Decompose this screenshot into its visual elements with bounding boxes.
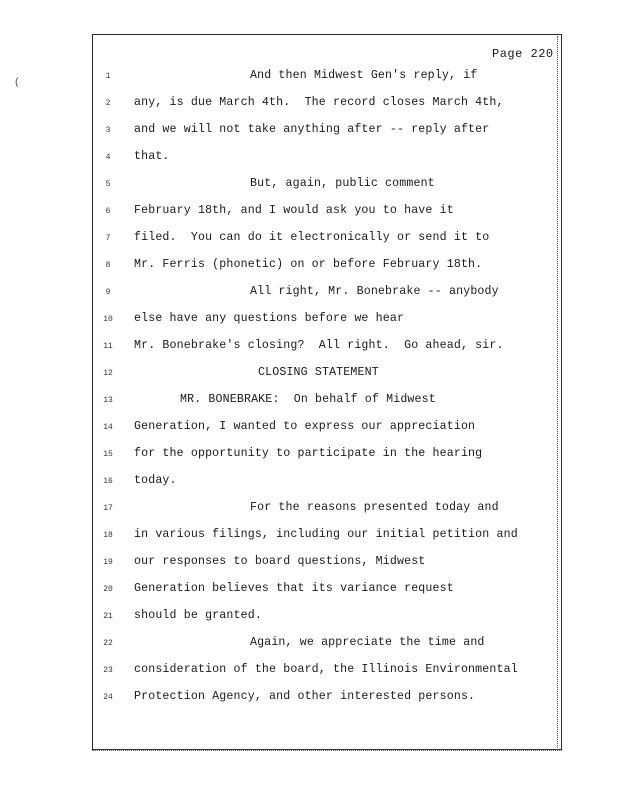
transcript-line: All right, Mr. Bonebrake -- anybody bbox=[250, 285, 499, 298]
transcript-line: in various filings, including our initial petition and bbox=[134, 528, 518, 541]
transcript-line: should be granted. bbox=[134, 609, 262, 622]
line-number: 3 bbox=[105, 126, 111, 135]
transcript-line: our responses to board questions, Midwest bbox=[134, 555, 426, 568]
scan-edge-right bbox=[557, 36, 563, 750]
line-number: 7 bbox=[105, 234, 111, 243]
line-number: 5 bbox=[105, 180, 111, 189]
transcript-line: today. bbox=[134, 474, 177, 487]
line-number: 4 bbox=[105, 153, 111, 162]
transcript-line: consideration of the board, the Illinois Environmental bbox=[134, 663, 518, 676]
line-number: 20 bbox=[103, 585, 113, 594]
line-number: 18 bbox=[103, 531, 113, 540]
margin-mark: ( bbox=[14, 78, 21, 89]
transcript-line: that. bbox=[134, 150, 170, 163]
transcript-line: Again, we appreciate the time and bbox=[250, 636, 485, 649]
line-number: 2 bbox=[105, 99, 111, 108]
section-heading: CLOSING STATEMENT bbox=[258, 366, 379, 379]
transcript-line: February 18th, and I would ask you to have it bbox=[134, 204, 454, 217]
transcript-line: And then Midwest Gen's reply, if bbox=[250, 69, 478, 82]
transcript-line: and we will not take anything after -- reply after bbox=[134, 123, 490, 136]
transcript-line: Generation believes that its variance request bbox=[134, 582, 454, 595]
transcript-line: But, again, public comment bbox=[250, 177, 435, 190]
line-number: 11 bbox=[103, 342, 113, 351]
line-number: 15 bbox=[103, 450, 113, 459]
transcript-line: Mr. Ferris (phonetic) on or before February 18th. bbox=[134, 258, 483, 271]
line-number: 6 bbox=[105, 207, 111, 216]
line-number: 17 bbox=[103, 504, 113, 513]
line-number: 16 bbox=[103, 477, 113, 486]
line-number: 23 bbox=[103, 666, 113, 675]
line-number: 19 bbox=[103, 558, 113, 567]
transcript-line: Generation, I wanted to express our appreciation bbox=[134, 420, 476, 433]
transcript-line: Mr. Bonebrake's closing? All right. Go ahead, sir. bbox=[134, 339, 504, 352]
transcript-line: For the reasons presented today and bbox=[250, 501, 499, 514]
transcript-line: MR. BONEBRAKE: On behalf of Midwest bbox=[180, 393, 436, 406]
transcript-line: filed. You can do it electronically or send it to bbox=[134, 231, 490, 244]
line-number: 24 bbox=[103, 693, 113, 702]
line-number: 12 bbox=[103, 369, 113, 378]
line-number: 10 bbox=[103, 315, 113, 324]
transcript-line: for the opportunity to participate in the hearing bbox=[134, 447, 483, 460]
transcript-line: Protection Agency, and other interested persons. bbox=[134, 690, 476, 703]
line-number: 13 bbox=[103, 396, 113, 405]
page-number: Page 220 bbox=[492, 47, 554, 61]
transcript-line: any, is due March 4th. The record closes March 4th, bbox=[134, 96, 504, 109]
scan-edge-bottom bbox=[92, 750, 562, 759]
line-number: 1 bbox=[105, 72, 111, 81]
line-number: 14 bbox=[103, 423, 113, 432]
line-number: 8 bbox=[105, 261, 111, 270]
transcript-line: else have any questions before we hear bbox=[134, 312, 405, 325]
line-number: 22 bbox=[103, 639, 113, 648]
line-number: 21 bbox=[103, 612, 113, 621]
line-number: 9 bbox=[105, 288, 111, 297]
